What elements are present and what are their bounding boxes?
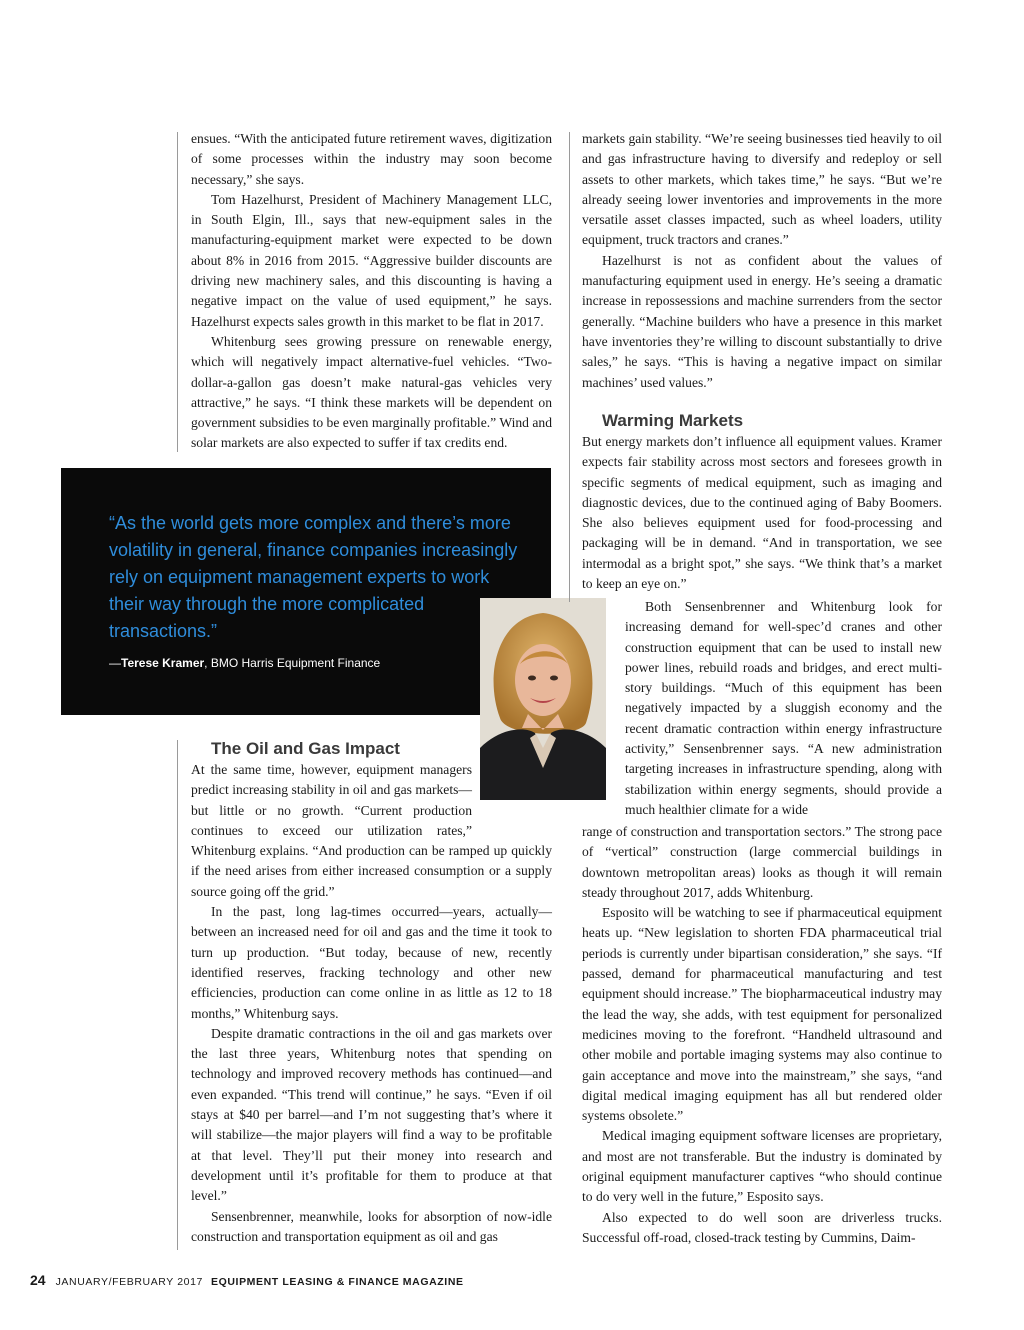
paragraph: But energy markets don’t influence all equipment values. Kramer expects fair stability across most sectors and foresees growth in specific segments of medical equipment, such as imaging and diagnostic devices, due to the continued aging of Baby Boomers. She also believes equipment used for food-processing and packaging will be in demand. “And in transportation, we see intermodal as a bright spot,” she says. “We think that’s a market to keep an eye on.” [582,434,942,592]
paragraph: Tom Hazelhurst, President of Machinery Management LLC, in South Elgin, Ill., says that new-equipment sales in the manufacturing-equipment market were expected to be down about 8% in 2016 from 2015. “Aggressive builder discounts are driving new machinery sales, and this discounting is having a negative impact on the value of used equipment,” he says. Hazelhurst expects sales growth in this market to be flat in 2017. [191,191,552,329]
paragraph: range of construction and transportation sectors.” The strong pace of “vertical” construction (large commercial buildings in downtown metropolitan areas) looks as though it will remain steady throughout 2017, adds Whitenburg. [582,824,942,900]
paragraph: Whitenburg sees growing pressure on renewable energy, which will negatively impact alternative-fuel vehicles. “Two-dollar-a-gallon gas doesn’t make natural-gas vehicles very attractive,” he says. “I think these markets will be dependent on government subsidies to be even marginally profitable.” Wind and solar markets are also expected to suffer if tax credits end. [191,333,552,451]
left-column-bottom [191,738,552,1247]
page-footer [30,1272,464,1288]
column-rule-left-top [177,132,178,452]
section-heading-oil-gas: The Oil and Gas Impact [211,739,400,758]
right-column-top [582,129,942,393]
right-column-bottom [582,822,942,1248]
pull-quote-box [61,468,551,715]
pull-quote-attribution [109,656,380,670]
column-rule-left-bottom [177,740,178,1250]
attribution-dash: — [109,656,121,670]
left-column-top [191,129,552,454]
paragraph [191,760,552,902]
paragraph-text: At the same time, however, equipment managers predict increasing stability in oil and gas markets—but little or no growth. “Current production continues to exceed our utilization rates,” Whitenburg explains. “And production can be ramped up quickly if the need arises from either increased consumption or a supply source going off the grid.” [191,762,552,899]
column-rule-middle [569,132,570,602]
paragraph: Sensenbrenner, meanwhile, looks for absorption of now-idle construction and transportation equipment as oil and gas [191,1208,552,1244]
paragraph: Medical imaging equipment software licenses are proprietary, and most are not transferable. But the industry is dominated by original equipment manufacturer captives “who should continue to do very well in the future,” Esposito says. [582,1128,942,1205]
right-column-mid [582,410,942,594]
magazine-name: EQUIPMENT LEASING & FINANCE MAGAZINE [211,1276,464,1288]
section-heading-warming-markets: Warming Markets [602,411,744,430]
paragraph: markets gain stability. “We’re seeing businesses tied heavily to oil and gas infrastructure having to diversify and redeploy or sell assets to other markets, which takes time,” he says. “But we’re already seeing lower inventories and improvements in the more versatile asset classes impacted, such as wheel loaders, utility equipment, truck tractors and cranes.” [582,131,942,248]
paragraph: ensues. “With the anticipated future retirement waves, digitization of some processes within the industry may soon become necessary,” she says. [191,131,552,187]
attribution-affiliation: , BMO Harris Equipment Finance [204,656,381,670]
paragraph: Both Sensenbrenner and Whitenburg look for increasing demand for well-spec’d cranes and other construction equipment that can be used to install new power lines, rebuild roads and bridges, and erect multi-story buildings. “Much of this equipment has been negatively impacted by a sluggish economy and the recent dramatic contraction within energy infrastructure activity,” Sensenbrenner says. “A new administration targeting increases in infrastructure spending, along with stabilization within energy segments, should provide a much healthier climate for a wide [625,599,942,817]
pull-quote-text: “As the world gets more complex and there’s more volatility in general, finance companies increasingly rely on equipment management experts to work their way through the more complicated transactions.” [109,513,518,641]
paragraph: Hazelhurst is not as confident about the values of manufacturing equipment used in energy. He’s seeing a dramatic increase in repossessions and machine surrenders from the sector generally. “Machine builders who have a presence in this market have inventories they’re willing to discount substantially to drive sales,” he says. “This is having a negative impact on similar machines’ used values.” [582,252,942,390]
paragraph: Despite dramatic contractions in the oil and gas markets over the last three years, Whitenburg notes that spending on technology and improved recovery methods has continued—and even expanded. “This trend will continue,” he says. “Even if oil stays at $40 per barrel—and I’m not suggesting that’s where it will stabilize—the major players will find a way to be profitable at that level. They’ll put their money into research and development until it’s profitable for them to produce at that level.” [191,1025,552,1204]
attribution-name: Terese Kramer [121,656,205,670]
paragraph: Esposito will be watching to see if pharmaceutical equipment heats up. “New legislation to shorten FDA pharmaceutical trial periods is currently under bipartisan consideration,” she says. “If passed, demand for pharmaceutical manufacturing and test equipment should increase.” The biopharmaceutical industry may the lead the way, she adds, with test equipment for personalized medicines moving to the forefront. “Handheld ultrasound and other mobile and portable imaging systems may also continue to gain acceptance and move into the mainstream,” she says, “and digital medical imaging equipment has all but rendered older systems obsolete.” [582,905,942,1124]
paragraph: Also expected to do well soon are driverless trucks. Successful off-road, closed-track testing by Cummins, Daim- [582,1209,942,1245]
photo-wrap-spacer [472,760,552,822]
paragraph: In the past, long lag-times occurred—years, actually—between an increased need for oil and gas and the time it took to turn up production. “But today, because of new, recently identified reserves, fracking technology and other new efficiencies, production can come online in as little as 12 to 18 months,” Whitenburg says. [191,904,552,1021]
right-column-photo-wrap [625,597,942,820]
page-number: 24 [30,1272,46,1288]
issue-date: JANUARY/FEBRUARY 2017 [55,1276,203,1288]
